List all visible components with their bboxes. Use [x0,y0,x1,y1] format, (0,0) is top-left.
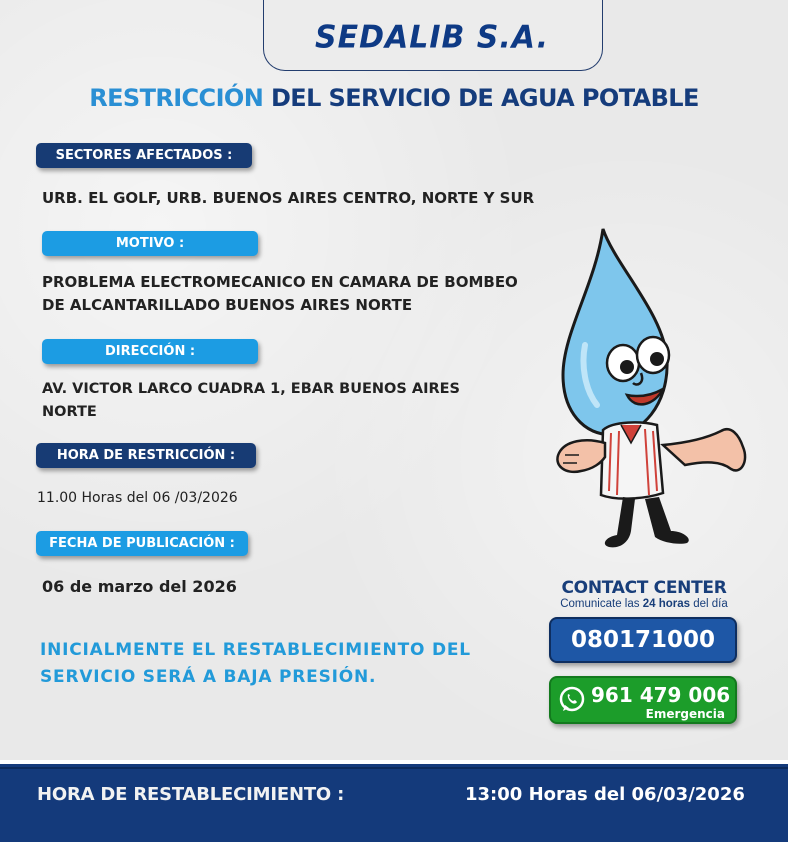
contact-center-title: CONTACT CENTER [561,578,727,598]
fecha-publicacion-value: 06 de marzo del 2026 [42,577,237,596]
title-rest: DEL SERVICIO DE AGUA POTABLE [263,84,699,112]
direccion-line-2: NORTE [42,404,97,420]
subtitle-pre: Comunicate las [560,598,643,610]
sectores-label: SECTORES AFECTADOS : [36,143,252,168]
whatsapp-button[interactable] [549,676,737,724]
fecha-publicacion-label: FECHA DE PUBLICACIÓN : [36,531,248,556]
water-drop-mascot-icon [545,225,755,570]
motivo-line-1: PROBLEMA ELECTROMECANICO EN CAMARA DE BOMBEO [42,273,518,291]
hora-restriccion-value: 11.00 Horas del 06 /03/2026 [37,490,238,506]
subtitle-post: del día [690,598,728,610]
subtitle-bold: 24 horas [642,598,691,610]
direccion-line-1: AV. VICTOR LARCO CUADRA 1, EBAR BUENOS AIRES [42,381,460,397]
direccion-value [42,378,460,424]
sectores-value: URB. EL GOLF, URB. BUENOS AIRES CENTRO, NORTE Y SUR [42,189,535,207]
restablecimiento-label: HORA DE RESTABLECIMIENTO : [37,784,345,805]
whatsapp-icon [557,685,587,715]
page-title [0,84,788,112]
motivo-label: MOTIVO : [42,231,258,256]
restablecimiento-value: 13:00 Horas del 06/03/2026 [465,784,745,805]
whatsapp-number: 961 479 006 [591,683,731,707]
footer-bar [0,760,788,842]
contact-center-subtitle [548,598,740,610]
restoration-note [40,637,480,691]
direccion-label: DIRECCIÓN : [42,339,258,364]
title-highlight: RESTRICCIÓN [89,84,264,112]
company-logo: SEDALIB S.A. [315,19,549,56]
footer-divider [0,767,788,769]
hora-restriccion-label: HORA DE RESTRICCIÓN : [36,443,256,468]
note-line-1: INICIALMENTE EL RESTABLECIMIENTO DEL [40,640,471,660]
whatsapp-label: Emergencia [645,707,725,721]
note-line-2: SERVICIO SERÁ A BAJA PRESIÓN. [40,667,377,687]
motivo-line-2: DE ALCANTARILLADO BUENOS AIRES NORTE [42,296,413,314]
motivo-value [42,271,518,317]
phone-number-button[interactable]: 080171000 [549,617,737,663]
